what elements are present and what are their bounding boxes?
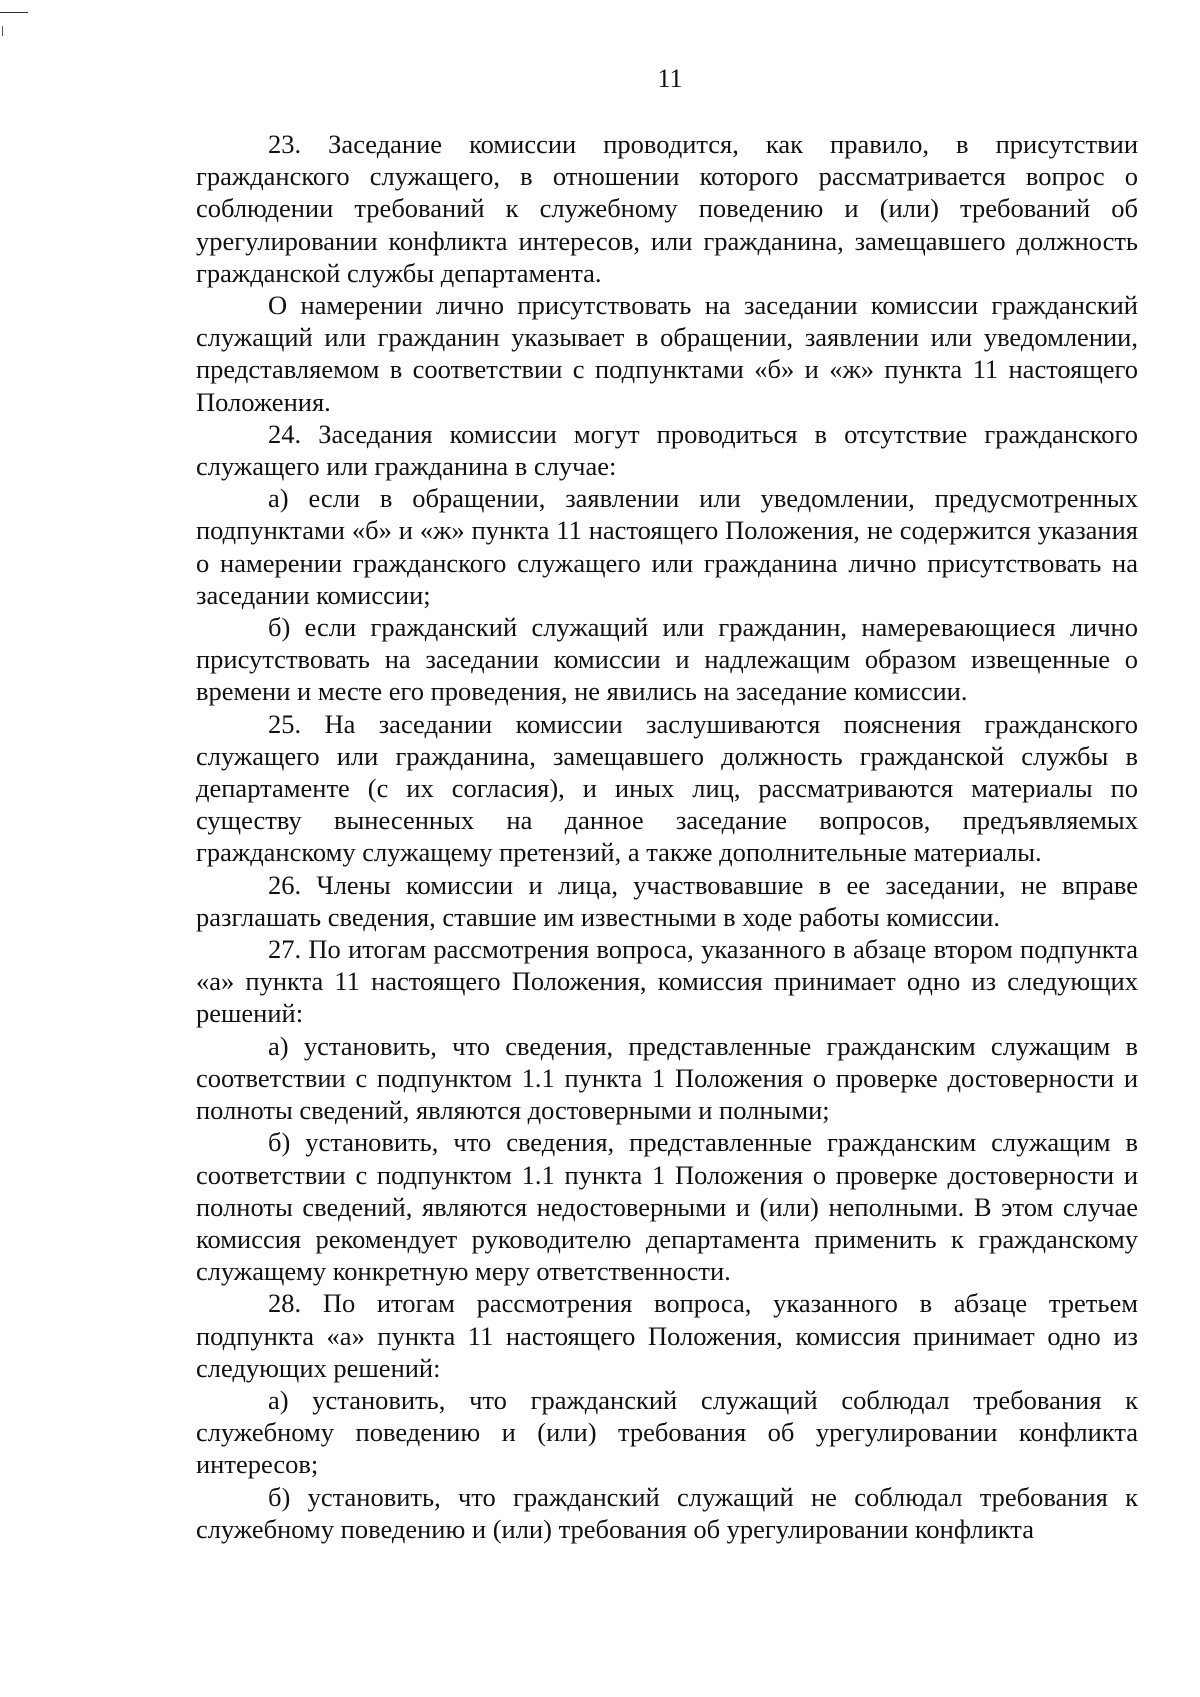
scan-edge-mark (0, 12, 28, 13)
page-number: 11 (657, 64, 683, 93)
paragraph-25: 25. На заседании комиссии заслушиваются пояснения гражданского служащего или гражданина, замещавшего должность гражданской службы в департаменте (с их согласия), и иных лиц, рассматриваются материалы по существу вынесенных на данное заседание вопросов, предъявляемых гражданскому служащему претензий, а также дополнительные материалы. (196, 708, 1138, 868)
paragraph-26: 26. Члены комиссии и лица, участвовавшие в ее заседании, не вправе разглашать сведения, ставшие им известными в ходе работы комиссии. (196, 869, 1138, 932)
paragraph-28-b: б) установить, что гражданский служащий не соблюдал требования к служебному поведению и (или) требования об урегулировании конфликта (196, 1481, 1138, 1544)
paragraph-27-b: б) установить, что сведения, представленные гражданским служащим в соответствии с подпунктом 1.1 пункта 1 Положения о проверке достоверности и полноты сведений, являются недостоверными и (или) неполными. В этом случае комиссия рекомендует руководителю департамента применить к гражданскому служащему конкретную меру ответственности. (196, 1127, 1138, 1287)
paragraph-27: 27. По итогам рассмотрения вопроса, указанного в абзаце втором подпункта «а» пункта 11 настоящего Положения, комиссия принимает одно из следующих решений: (196, 934, 1138, 1029)
paragraph-24-a: а) если в обращении, заявлении или уведомлении, предусмотренных подпунктами «б» и «ж» пункта 11 настоящего Положения, не содержится указания о намерении гражданского служащего или гражданина лично присутствовать на заседании комиссии; (196, 483, 1138, 610)
paragraph-28: 28. По итогам рассмотрения вопроса, указанного в абзаце третьем подпункта «а» пункта 11 настоящего Положения, комиссия принимает одно из следующих решений: (196, 1288, 1138, 1383)
scan-edge-tick (2, 26, 9, 36)
paragraph-23-presence-intent: О намерении лично присутствовать на заседании комиссии гражданский служащий или гражданин указывает в обращении, заявлении или уведомлении, представляемом в соответствии с подпунктами «б» и «ж» пункта 11 настоящего Положения. (196, 290, 1138, 417)
paragraph-28-a: а) установить, что гражданский служащий соблюдал требования к служебному поведению и (или) требования об урегулировании конфликта интересов; (196, 1384, 1138, 1480)
paragraph-24: 24. Заседания комиссии могут проводиться в отсутствие гражданского служащего или гражданина в случае: (196, 418, 1138, 482)
paragraph-24-b: б) если гражданский служащий или гражданин, намеревающиеся лично присутствовать на заседании комиссии и надлежащим образом извещенные о времени и месте его проведения, не явились на заседание комиссии. (196, 612, 1138, 707)
paragraph-27-a: а) установить, что сведения, представленные гражданским служащим в соответствии с подпунктом 1.1 пункта 1 Положения о проверке достоверности и полноты сведений, являются достоверными и полными; (196, 1030, 1138, 1126)
paragraph-23: 23. Заседание комиссии проводится, как правило, в присутствии гражданского служащего, в отношении которого рассматривается вопрос о соблюдении требований к служебному поведению и (или) требований об урегулировании конфликта интересов, или гражданина, замещавшего должность гражданской службы департамента. (196, 129, 1138, 288)
document-body (196, 128, 1138, 1545)
